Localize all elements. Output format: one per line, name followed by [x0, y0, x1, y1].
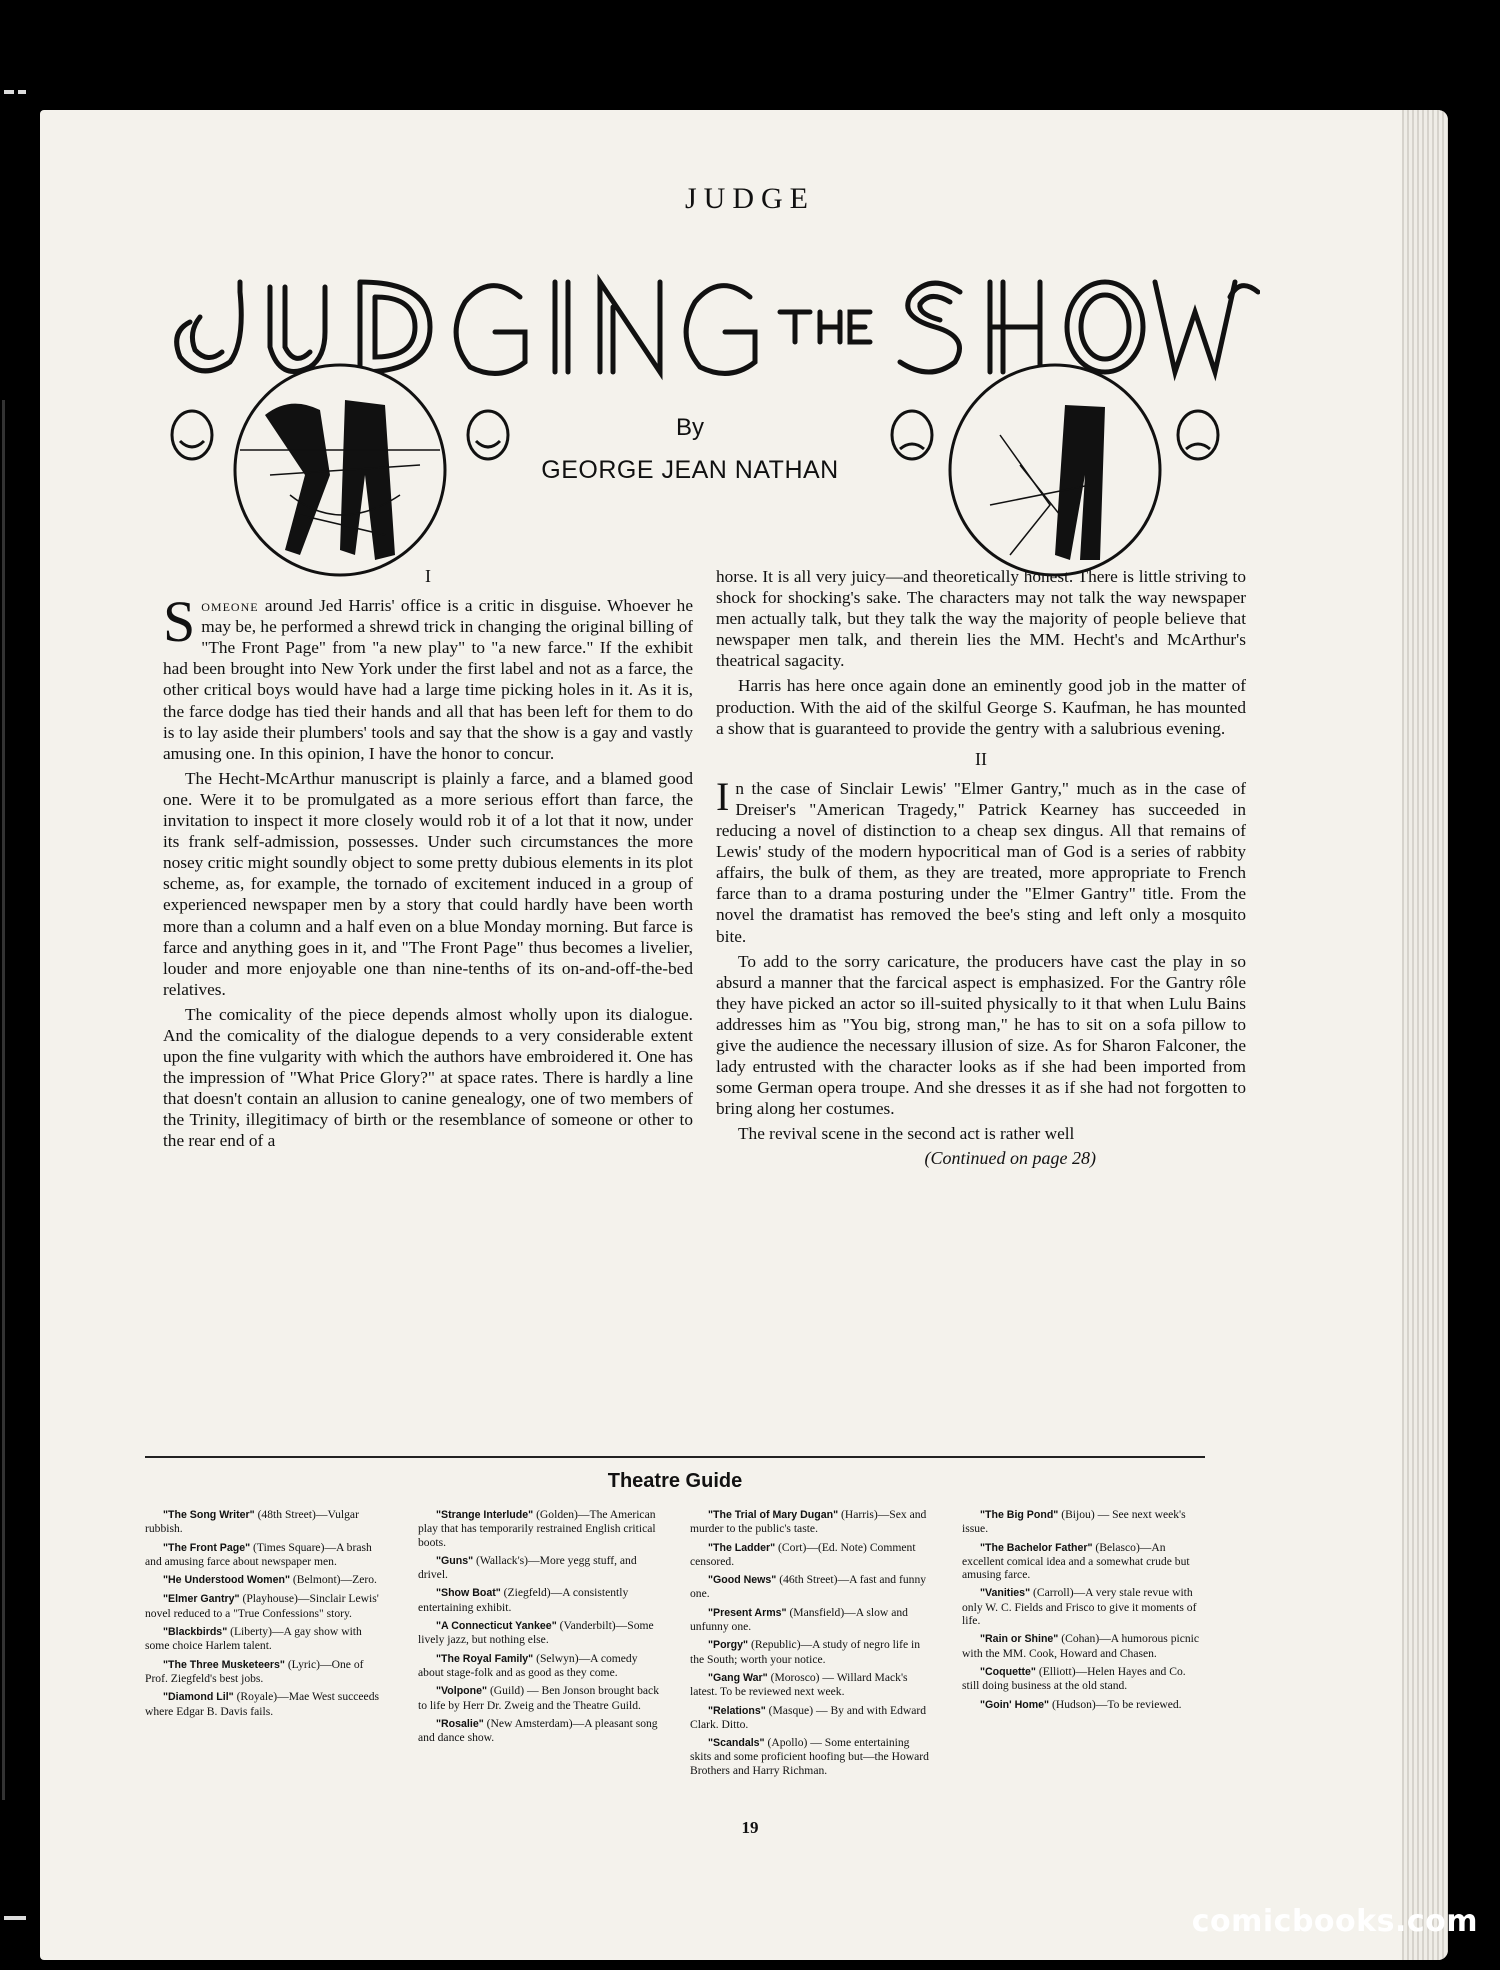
running-head: JUDGE: [685, 182, 815, 215]
guide-entry: [962, 1698, 1204, 1712]
guide-show-title: "The Big Pond": [980, 1509, 1059, 1521]
byline-author: GEORGE JEAN NATHAN: [541, 456, 839, 484]
guide-entry: [418, 1586, 660, 1614]
guide-entry: [690, 1671, 932, 1699]
guide-show-note: (Belasco)—An excellent comical idea and a somewhat crude but amusing farce.: [962, 1540, 1190, 1582]
guide-entry: [690, 1704, 932, 1732]
guide-entry: [962, 1586, 1204, 1627]
guide-show-title: "Goin' Home": [980, 1698, 1050, 1711]
guide-show-note: (Morosco) — Willard Mack's latest. To be reviewed next week.: [690, 1670, 908, 1699]
guide-show-title: "Rosalie": [436, 1717, 484, 1730]
byline: [520, 414, 860, 485]
guide-entry: [418, 1652, 660, 1680]
guide-entry: [145, 1658, 387, 1686]
guide-show-note: (Playhouse)—Sinclair Lewis' novel reduced to a "True Confessions" story.: [145, 1592, 379, 1620]
theatre-guide-title: Theatre Guide: [607, 1470, 743, 1492]
article-paragraph: [716, 773, 1246, 947]
guide-show-title: "Gang War": [708, 1671, 768, 1684]
guide-show-title: "Scandals": [708, 1737, 765, 1750]
article-paragraph: horse. It is all very juicy—and theoretically honest. There is little striving to shock for shocking's sake. The characters may not talk the way newspaper men actually talk, but they talk the way the majority of people believe that newspaper men talk, and therein lies the MM. Hecht's and McArthur's theatrical sagacity.: [716, 567, 1246, 671]
guide-entry: [962, 1632, 1204, 1660]
guide-show-title: "The Ladder": [708, 1541, 776, 1554]
article-paragraph: The revival scene in the second act is rather well: [738, 1124, 1075, 1144]
article-paragraph: To add to the sorry caricature, the producers have cast the play in so absurd a manner that the farcical aspect is emphasized. For the Gantry rôle they have picked an actor so ill-suited physically to it that when Lulu Bains addresses him as "You big, strong man," he has to sit on a sofa pillow to give the audience the necessary illusion of size. As for Sharon Falconer, the lady entrusted with the character looks as if she had been imported from some German opera troupe. And she dresses it as if she had not forgotten to bring along her costumes.: [716, 951, 1246, 1119]
guide-show-note: (Apollo) — Some entertaining skits and some proficient hoofing but—the Howard Brothers and Harry Richman.: [690, 1736, 929, 1777]
dancers-emblem-left: [170, 355, 510, 585]
guide-show-title: "Diamond Lil": [163, 1691, 234, 1704]
guide-show-note: (48th Street)—Vulgar rubbish.: [145, 1508, 359, 1536]
guide-entry: [962, 1541, 1204, 1582]
guide-entry: [145, 1573, 387, 1587]
guide-show-title: "Vanities": [980, 1587, 1031, 1600]
guide-entry: [418, 1554, 660, 1582]
guide-show-note: (Hudson)—To be reviewed.: [1049, 1697, 1182, 1711]
guide-show-title: "Show Boat": [436, 1587, 501, 1600]
guide-show-note: (Cort)—(Ed. Note) Comment censored.: [690, 1540, 916, 1568]
guide-entry: [145, 1541, 387, 1569]
drop-cap-s: S: [163, 589, 196, 655]
guide-show-title: "Relations": [708, 1704, 766, 1717]
binding-margin-marks: [0, 0, 40, 1970]
guide-entry: [145, 1592, 387, 1620]
section-numeral-1: I: [425, 566, 431, 586]
guide-show-note: (Carroll)—A very stale revue with only W. C. Fields and Frisco to give it moments of life.: [962, 1586, 1197, 1628]
guide-show-note: (Liberty)—A gay show with some choice Harlem talent.: [145, 1625, 362, 1653]
section-divider: [145, 1456, 1205, 1458]
guide-show-note: (Harris)—Sex and murder to the public's taste.: [690, 1508, 927, 1536]
paragraph-text: n the case of Sinclair Lewis' "Elmer Gantry," much as in the case of Dreiser's "American Tragedy," Patrick Kearney has succeeded in reducing a novel of distinction to a cheap sex dingus. All that remains of Lewis' study of the modern hypocritical man of God is a series of rabbity affairs, the bulk of them, as they are treated, more appropriate to French farce than to a drama posturing under the "Elmer Gantry" title. From the novel the dramatist has removed the bee's sting and left only a mosquito bite.: [716, 778, 1246, 946]
article-column-right: [716, 566, 1246, 1170]
page-edge-stack: [1402, 110, 1448, 1960]
guide-show-note: (Republic)—A study of negro life in the South; worth your notice.: [690, 1638, 921, 1666]
guide-column-3: [690, 1508, 932, 1782]
guide-column-2: [418, 1508, 660, 1749]
guide-show-title: "The Three Musketeers": [163, 1658, 285, 1671]
guide-entry: [145, 1625, 387, 1653]
guide-show-note: (Vanderbilt)—Some lively jazz, but nothing else.: [418, 1619, 654, 1647]
guide-show-title: "Rain or Shine": [980, 1633, 1059, 1646]
guide-show-title: "The Royal Family": [436, 1652, 534, 1665]
guide-entry: [418, 1619, 660, 1647]
guide-show-title: "The Bachelor Father": [980, 1541, 1093, 1554]
section-numeral-2: II: [975, 748, 987, 769]
guide-show-title: "Coquette": [980, 1665, 1036, 1678]
site-watermark: comicbooks.com: [1191, 1904, 1478, 1939]
guide-entry: [418, 1508, 660, 1549]
guide-entry: [690, 1541, 932, 1569]
guide-show-note: (Lyric)—One of Prof. Ziegfeld's best jobs.: [145, 1657, 364, 1685]
guide-show-title: "A Connecticut Yankee": [436, 1620, 557, 1633]
guide-show-note: (Mansfield)—A slow and unfunny one.: [690, 1605, 908, 1634]
guide-column-1: [145, 1508, 387, 1723]
article-paragraph: The Hecht-McArthur manuscript is plainly a farce, and a blamed good one. Were it to be promulgated as a more serious effort than farce, the invitation to inspect it more closely would rob it of a lot that it now, under its frank self-admission, possesses. Under such circumstances the more nosey critic might soundly object to some pretty dubious elements in its plot scheme, as, for example, the tornado of excitement induced in a group of experienced newspaper men by a story that could hardly have been worth more than a column and a half even on a blue Monday morning. But farce is farce and anything goes in it, and "The Front Page" thus becomes a livelier, louder and more enjoyable one than nine-tenths of its on-and-off-the-bed relatives.: [163, 768, 693, 999]
guide-show-note: (Golden)—The American play that has temporarily restrained English critical boots.: [418, 1508, 656, 1549]
guide-show-title: "He Understood Women": [163, 1574, 290, 1587]
dancers-emblem-right: [890, 355, 1220, 585]
guide-show-note: (Cohan)—A humorous picnic with the MM. Cook, Howard and Chasen.: [962, 1632, 1200, 1660]
guide-entry: [418, 1717, 660, 1745]
article-paragraph: [163, 589, 693, 764]
guide-entry: [962, 1508, 1204, 1536]
guide-show-note: (Ziegfeld)—A consistently entertaining exhibit.: [418, 1586, 629, 1614]
guide-show-note: (Masque) — By and with Edward Clark. Ditto.: [690, 1703, 927, 1731]
guide-show-title: "The Trial of Mary Dugan": [708, 1509, 839, 1521]
article-paragraph: The comicality of the piece depends almost wholly upon its dialogue. And the comicality of the dialogue depends to a very considerable extent upon the fine vulgarity with which the authors have embroidered it. One has the impression of "What Price Glory?" at space rates. There is hardly a line that doesn't contain an allusion to canine genealogy, one of two members of the Trinity, illegitimacy of birth or the resemblance of someone or other to the rear end of a: [163, 1004, 693, 1151]
lead-small-caps: omeone: [201, 596, 259, 616]
guide-entry: [962, 1665, 1204, 1693]
guide-show-note: (Belmont)—Zero.: [289, 1573, 377, 1587]
guide-entry: [690, 1573, 932, 1601]
guide-show-note: (New Amsterdam)—A pleasant song and dance show.: [418, 1716, 658, 1745]
guide-show-title: "Good News": [708, 1574, 777, 1587]
guide-show-note: (46th Street)—A fast and funny one.: [690, 1573, 927, 1601]
guide-show-note: (Bijou) — See next week's issue.: [962, 1508, 1186, 1536]
guide-show-title: "Guns": [436, 1554, 474, 1567]
byline-by: By: [675, 414, 704, 441]
guide-show-note: (Wallack's)—More yegg stuff, and drivel.: [418, 1553, 637, 1582]
guide-show-note: (Guild) — Ben Jonson brought back to life by Herr Dr. Zweig and the Theatre Guild.: [418, 1684, 660, 1712]
article-paragraph: Harris has here once again done an eminently good job in the matter of production. With the aid of the skilful George S. Kaufman, he has mounted a show that is guaranteed to provide the gentry with a salubrious evening.: [716, 676, 1246, 738]
continued-on-page: (Continued on page 28): [924, 1148, 1096, 1169]
guide-column-4: [962, 1508, 1204, 1717]
guide-show-title: "Elmer Gantry": [163, 1593, 240, 1606]
guide-entry: [690, 1606, 932, 1634]
guide-show-note: (Elliott)—Helen Hayes and Co. still doing business at the old stand.: [962, 1664, 1186, 1693]
guide-entry: [690, 1736, 932, 1777]
guide-show-note: (Times Square)—A brash and amusing farce about newspaper men.: [145, 1540, 372, 1568]
guide-entry: [145, 1690, 387, 1718]
guide-entry: [690, 1638, 932, 1666]
guide-entry: [690, 1508, 932, 1536]
guide-show-title: "Porgy": [708, 1639, 749, 1652]
article-column-left: [163, 566, 693, 1156]
guide-show-title: "Volpone": [436, 1685, 488, 1698]
guide-show-title: "Present Arms": [708, 1606, 787, 1619]
page-number: 19: [741, 1818, 759, 1837]
guide-show-note: (Royale)—Mae West succeeds where Edgar B. Davis fails.: [145, 1690, 380, 1718]
guide-entry: [145, 1508, 387, 1536]
guide-show-title: "Blackbirds": [163, 1626, 228, 1639]
drop-cap-i: I: [716, 773, 730, 819]
guide-show-title: "The Song Writer": [163, 1509, 255, 1521]
paragraph-text: around Jed Harris' office is a critic in disguise. Whoever he may be, he performed a shrewd trick in changing the original billing of "The Front Page" from "a new play" to "a new farce." If the exhibit had been brought into New York under the first label and not as a farce, the other critical boys would have had a large time picking holes in it. As it is, the farce dodge has tied their hands and all that has been left for them to do is to lay aside their plumbers' tools and say that the show is a gay and vastly amusing one. In this opinion, I have the honor to concur.: [163, 596, 693, 763]
guide-show-title: "Strange Interlude": [436, 1509, 534, 1521]
guide-show-title: "The Front Page": [163, 1541, 251, 1554]
guide-show-note: (Selwyn)—A comedy about stage-folk and as good as they come.: [418, 1651, 638, 1679]
guide-entry: [418, 1684, 660, 1712]
